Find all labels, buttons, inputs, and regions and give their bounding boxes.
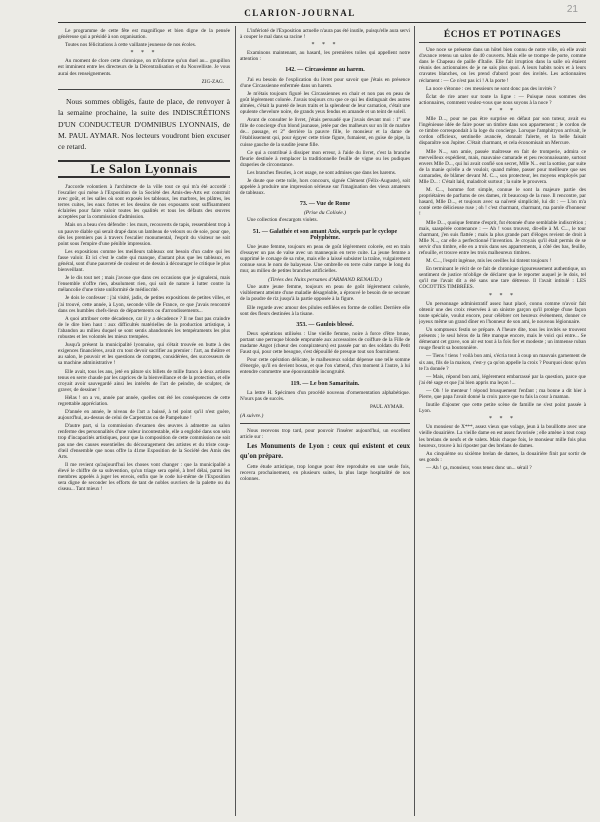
- paragraph: M. C..., l'esprit ingénue, mis les oreilles lui tintent toujours !: [426, 258, 552, 265]
- column-divider: [414, 26, 415, 816]
- paragraph: Le programme de cette fête est magnifique et bien digne de la pensée généreuse qui a présidé à son organisation.: [58, 28, 230, 41]
- paragraph: Une autre jeune femme, toujours en peau de goût légèrement colorée, visiblement atteinte d'une maladie désagréable, a éprouvé le besoin de se secouer de la poudre de riz jusqu'à la partie opposée à la figure.: [240, 284, 410, 303]
- to-be-continued: (A suivre.): [240, 412, 264, 419]
- paragraph: Je m'étais toujours figuré les Circassiennes en chair et non pas en peau de goût légèrement colorée. J'avais toujours cru que ce qui les distinguait des autres almées, c'était la pureté de leurs traits et la splendeur de leur carnation, c'était une opulente chevelure noire, de grands yeux fendus en amande et un teint de soleil.: [240, 90, 410, 116]
- paragraph: Pour cette opération délicate, le malheureux soldat dépense une telle somme d'énergie, qu'il en devient bossu, et que l'on s'attend, d'un moment à l'autre, à lui entendre commettre une épouvantable incongruité.: [240, 357, 410, 376]
- paragraph: J'accorde volontiers à l'architecte de la ville tout ce qui m'a été accordé : l'escalier qui mène à l'Exposition de la Société des Amis-des-Arts est construit avec goût, et les salles où sont exposés les tableaux, les marbres, les plâtres, les terres cuites, les eaux fortes et les dessins de nos exposants sont suffisamment éclairées pour faire valoir toutes les qualités et tous les défauts des œuvres acceptées par la commission d'admission.: [58, 183, 230, 221]
- signature: PAUL AYMAR.: [369, 403, 404, 410]
- paragraph: Toutes nos félicitations à cette vaillante jeunesse de nos écoles.: [65, 42, 197, 49]
- paragraph: A quoi attribuer cette décadence, car il y a décadence ? Il ne faut pas craindre de le dire bien haut : aux difficultés matérielles de la production artistique, à l'abandon au milieu duquel se sont sentis abandonnés les tempéraments les plus robustes et les volontés les mieux trempées.: [58, 315, 230, 341]
- paragraph: Deux opérations utiliséss : Une vieille femme, noire à force d'être brune, portant une perruque blonde empruntée aux accessoires de coiffure de la Fille de madame Angot (chœur des conspirateurs) est passée par un des soldats du Petit Faust qui, pour cette besogne, s'est dépouillé de presque tout son fourniment.: [240, 330, 410, 356]
- paragraph: Les branches fleuries, à cet usage, ne sont admises que dans les harems.: [247, 169, 397, 176]
- notice-text: Nous sommes obligés, faute de place, de renvoyer à la semaine prochaine, la suite des INDISCRÉTIONS D'UN CONDUCTEUR D'OMNIBUS LYONNAIS, de M. PAUL AYMAR. Nos lecteurs voudront bien excuser ce retard.: [58, 96, 230, 152]
- paragraph: Il me revient qu'aujourd'hui les choses vont changer : que la municipalité a élevé le chiffre de sa subvention, qu'un triage sera opéré, à bref délai, parmi les membres appelés à juger les envois, enfin que le code lui-même de l'Exposition sera digne de seconder les efforts de tant de nobles ouvriers de la palette ou du ciseau... Tant mieux !: [58, 461, 230, 493]
- header-rule: [58, 22, 586, 23]
- divider: [240, 423, 410, 424]
- paragraph: Inutile d'ajouter que cette petite scène de famille ne s'est point passée à Lyon.: [419, 402, 586, 415]
- paragraph: Examinons maintenant, au hasard, les premières toiles qui appellent notre attention :: [240, 50, 410, 63]
- separator-stars: * * *: [130, 50, 158, 57]
- item-title: 142. — Circassienne au harem.: [285, 67, 365, 74]
- paragraph: — Ah ! ça, monsieur, vous tenez donc un... sérail ?: [426, 464, 532, 471]
- notice-box: [58, 96, 230, 153]
- paragraph: Mlle D..., pour ne pas être surprise en défaut par son tuteur, avait eu l'ingénieuse idée de faire poser un timbre dans son appartement ; le cordon de ce timbre correspondait à la loge du concierge. Lorsque l'amphitryon arrivait, le cordon officieux, sentinelle avancée, donnait l'alerte, et la belle faisait disparaître son Jupiter. C'était charmant, et cela économisait un Mercure.: [419, 116, 586, 147]
- item-subtitle: (Prise du Colisée.): [303, 210, 347, 217]
- separator-stars: * * *: [489, 416, 516, 423]
- paragraph: En terminant le récit de ce fait de chronique rigoureusement authentique, un sentiment de justice m'oblige de déclarer que le reporter auquel je le dois, tel qu'il me l'avait dit a été sans une tare détresse. Il l'avait intitulé : LES COCOTTES TIMBRÉES.: [419, 266, 586, 291]
- paragraph: Mlle N..., son amie, passée maîtresse en fait de tromperie, admira ce merveilleux expédient, mais, mauvaise camarade et peu reconnaissante, surtout envers Mlle D..., qui lui avait confié son secret, Mlle N... eut la sottise, par suite de la manie qu'elle a de vouloir, quand même, passer pour meilleure que ses camarades, de blâmer devant M. C..., son protecteur, les moyens employés par Mlle D... : C'était laid, maladroit surtout ; la suite le prouvera.: [419, 148, 586, 185]
- paragraph: Hélas ! on a vu, année par année, quelles ont été les conséquences de cette regrettable appréciation.: [58, 394, 230, 407]
- column-3: [419, 28, 586, 816]
- paragraph: Ce qui a contribué à dissiper mon erreur, à l'aide du livret, c'est la branche fleurie destinée à remplacer la traditionnelle feuille de vigne ou les pudiques draperies de circonstance.: [240, 149, 410, 168]
- paragraph: Mais on a beau s'en défendre : les murs, recouverts de tapis, ressemblent trop à un pauvre diable qui serait drapé dans un lambeau de velours ou de soie, pour que, dès les premiers pas à travers l'escalier monumental, l'esprit du visiteur ne soit point sous l'empire d'une pénible impression.: [58, 222, 230, 247]
- paragraph: Une collection d'escargots violets.: [247, 217, 318, 224]
- paragraph: Au moment de clore cette chronique, on m'informe qu'un duel au... goupillon est imminent entre les directeurs de la Décentralisation et du Nouvelliste. Je vous aurai des renseignements.: [58, 58, 230, 77]
- paragraph: D'année en année, le niveau de l'art a baissé, à tel point qu'il n'est guère, aujourd'hui, au-dessus de celui de Carpentras ou de Pampelune !: [58, 409, 230, 422]
- column-1: [58, 28, 230, 816]
- page-number: 21: [566, 4, 578, 15]
- paragraph: Un somptueux festin se prépare. A l'heure dite, tous les invités se trouvent présents ; le seul héros de la fête manque encore, mais le voici qui entre... Se démenant cet grave, son air est tout à la fois fier et modeste ; un immense ruban rouge fleurit sa boutonnière.: [419, 327, 586, 352]
- section-title: ÉCHOS ET POTINAGES: [443, 30, 562, 40]
- paragraph: La noce s'étonne : ces messieurs ne sont donc pas des invités ?: [426, 85, 556, 92]
- item-title: 119. — Le bon Samaritain.: [290, 380, 360, 387]
- paragraph: Éclat de rire amer sur toute la ligne : — Puisque nous sommes des actionnaires, comment voulez-vous que nous soyons à la noce ?: [419, 93, 586, 106]
- paragraph: L'inférioté de l'Exposition actuelle n'aura pas été inutile, puisqu'elle aura servi à couper le mal dans sa racine !: [240, 28, 410, 41]
- paragraph: Une jeune femme, toujours en peau de goût légèrement colorée, est en train d'essayer un pas de valse avec un mannequin en terre cuite. La jeune femme a supprimé le corsage de sa robe, mais elle a laissé subsister la traîne, vulgairement connue sous le nom de balayeuse. Une ombrelle en terre cuite rampe le long du mur, au milieu de petites branches artificielles.: [240, 243, 410, 275]
- paragraph: — Tiens ! tiens ! voilà bon ami, s'écria tout à coup un mauvais garnement de six ans, fils de la maison, c'est-y ça qu'on appelle la croix ? Pourquoi donc qu'on te l'a donnée ?: [419, 353, 586, 372]
- paragraph: — Oh ! le menteur ! répond brusquement l'enfant ; ma bonne a dit hier à Pierre, que papa l'avait donné la croix parce que tu fais la cour à maman.: [419, 387, 586, 400]
- paragraph: D'autre part, si la commission d'examen des œuvres à admettre au salon renferme des personnalités d'une valeur incontestable, elle a englobé dans son sein trop d'incapacités artistiques, pour que la composition de cette commission ne soit pas une des causes essentielles du découragement des artistes et du triste coup-d'œil d'ensemble que nous offre la 41me Exposition de la Société des Amis des Arts.: [58, 423, 230, 460]
- paragraph: Je le dis tout net ; mais j'avoue que dans ces occasions que je signalerai, mais l'ensemble n'offre rien, absolument rien, qui soit de nature à lutter contre la mélancolie d'une triste uniformité de médiocrité.: [58, 275, 230, 294]
- paragraph: Une noce se présente dans un hôtel bien connu de notre ville, où elle avait d'avance retenu un salon de 40 couverts. Mais elle se trompe de porte, comme dans le Chapeau de paille d'Italie. Elle fait irruption dans la salle où étaient réunis des actionnaires de je ne sais plus quoi. A leurs habits noirs et à leurs cravates blanches, on les prend d'abord pour des invités. Les actionnaires réclament : — Ce n'est pas ici ! A la porte !: [419, 47, 586, 84]
- item-title: 51. — Galathée et son amant Axis, surpris par le cyclope Polyphème.: [252, 228, 398, 241]
- item-caption: (Tirées des Nuits persanes d'ARMAND RENAUD.): [268, 277, 382, 284]
- masthead: CLARION-JOURNAL: [244, 8, 356, 18]
- paragraph: J'ai eu besoin de l'explication du livret pour savoir que j'étais en présence d'une Circassienne enfermée dans un harem.: [240, 76, 410, 89]
- signature: ZIG-ZAG.: [201, 78, 224, 85]
- divider: [419, 42, 586, 43]
- paragraph: Je doute que cette toile, hors concours, signée Clément (Félix-Auguste), soit appelée à produire une impression sérieuse sur l'imagination des vieux amateurs de tableaux.: [240, 177, 410, 197]
- paragraph: — Mais, répond bon ami, légèrement embarrassé par la question, parce que j'ai été sage et que j'ai bien appris ma leçon !...: [419, 373, 586, 386]
- item-title: 353. — Gaulois blessé.: [296, 321, 354, 328]
- item-title: 73. — Vue de Rome: [299, 201, 351, 208]
- paragraph: Avant de consulter le livret, j'étais persuadé que j'avais devant moi : 1° une fille de concierge d'un blond jaunasse, jetée par des malheurs sur un lit de marbre de... passage, et 2° derrière la pauvre fille, le monsieur et la dame de l'établissement qui, pour égayer cette triste figure, fumaient, en guise de pipe, la cuisse gauche de la susdite jeune fille.: [240, 117, 410, 148]
- separator-stars: * * *: [311, 42, 339, 49]
- paragraph: La lettre H. Spécimen d'un procédé nouveau d'ornementation alphabétique. N'ours pas de succès.: [240, 389, 410, 402]
- paragraph: Au cinquième ou sixième brelan de dames, la douairière finit par sortir de ses gonds :: [419, 450, 586, 463]
- paragraph: Un personnage administratif assez haut placé, connu comme n'avoir fait obtenir une des croix réservées à un sinistre garçon qu'il protège d'une façon toute spéciale, voulut encore, pour célébrer cet heureux événement, donner ce joyeux même un grand dîner en l'honneur de son ami, le nouveau légionnaire.: [419, 300, 586, 325]
- column-divider: [235, 26, 236, 816]
- paragraph: Les expositions comme les meilleurs tableaux ont besoin d'un cadre qui les fasse valoir. Et ici c'est le cadre qui manque, d'autant plus que les tableaux, en général, sont d'une pauvreté de couleur et de dessin à décourager le critique le plus bienveillant.: [58, 248, 230, 274]
- bold-announcement: Les Monuments de Lyon : ceux qui existent et ceux qu'on prépare.: [240, 443, 410, 461]
- paragraph: Cette étude artistique, trop longue pour être reproduite en une seule fois, recevra prochainement, en plusieurs suites, la plus large hospitalité de nos colonnes.: [240, 464, 410, 483]
- paragraph: M. C..., homme fort simple, connue le sont la majeure partie des propriétaires de parfums de ces dames, rit beaucoup de la ruse. Il rencontre, par hasard, Mlle D..., et toujours avec sa naïveté simplicité, lui dit : — L'on m'a conté cette délicieuse ruse ; oh ! c'est charmant, charmant, ma parole d'honneur !: [419, 187, 586, 218]
- paragraph: Nous recevons trop tard, pour pouvoir l'insérer aujourd'hui, un excellent article sur :: [240, 427, 410, 441]
- paragraph: Je dois le confesser : j'ai visité, jadis, de petites expositions de petites villes, et j'ai trouvé, cette année, à Lyon, seconde ville de France, ce que j'avais rencontré dans ces humbles chefs-lieux de départements ou d'arrondissements...: [58, 295, 230, 314]
- separator-stars: * * *: [489, 292, 516, 299]
- paragraph: Elle regarde avec amour des pilules enfilées en forme de collier. Derrière elle sont des fleurs destinées à la tisane.: [240, 304, 410, 317]
- paragraph: Elle avait, tous les ans, jeté en pâture six billets de mille francs à deux artistes tenus en serre chaude par les caprices de la bienveillance et de la protection, et elle croyait avoir sauvegardé ainsi les intérêts de l'art de peindre, de sculpter, de graver, de dessiner !: [58, 368, 230, 393]
- column-2: [240, 28, 410, 816]
- paragraph: Jusqu'à présent la municipalité lyonnaise, qui s'était trouvée en butte à des exigences financières, avait cru tout devoir sacrifier au premier : l'art, au théâtre et au salon, le pouvoir et les questions de comptes, considérées, des successeurs de sa machine administrative !: [58, 342, 230, 367]
- paragraph: Un monsieur de X***, assez vieux que volage, jeun à la bouillotte avec une vieille douairière. La vieille dame en est assez favorisée ; elle amène à tout coup les brelans de neufs et de valets. Mais chaque fois, le monsieur mille fois plus heureux, trouve à lui riposter par des brelans de dames.: [419, 424, 586, 449]
- paragraph: Mlle D..., quoique femme d'esprit, fut étonnée d'une semblable indiscrétion ; mais, saaspérée contenance : — Ah ! vous trouvez, dit-elle à M. C..., le tour charmant, j'en suis flattée ; mais la plus grande part d'éloges revient de droit à Mlle N..., car elle a perfectionné l'invention. Je croyais qu'il était permis de se servir d'un timbre, elle en a trois dans ses appartements, à côté des bas, feuille, refouille, et trouve entre les trois malheureux timbres.: [419, 219, 586, 256]
- divider: [58, 89, 230, 90]
- section-title: Le Salon Lyonnais: [58, 160, 230, 178]
- separator-stars: * * *: [489, 107, 516, 114]
